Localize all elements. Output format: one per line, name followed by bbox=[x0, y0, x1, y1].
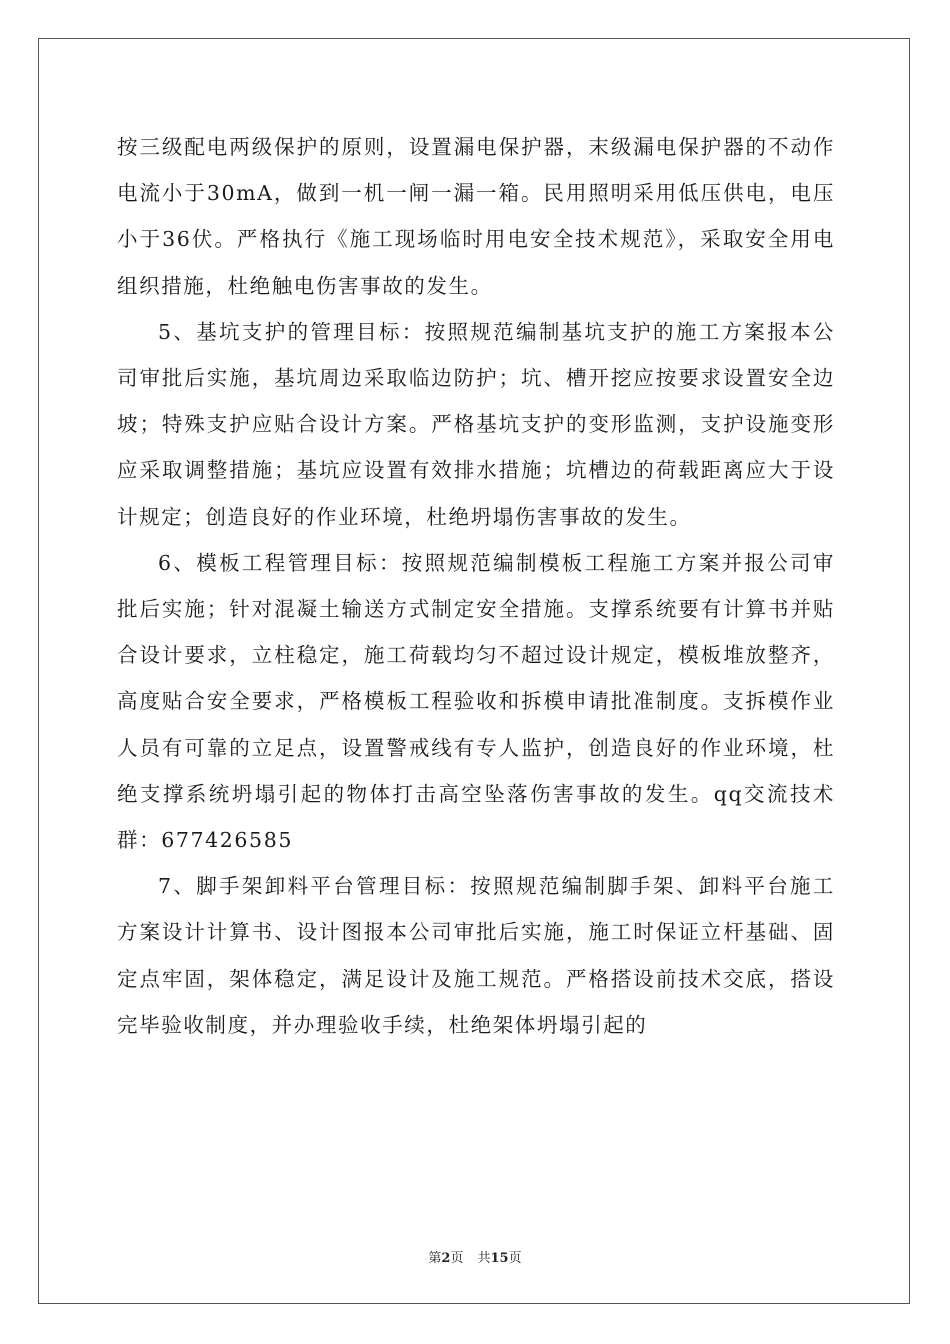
page-footer bbox=[0, 1247, 950, 1266]
document-body bbox=[117, 124, 835, 1048]
paragraph-scaffold-goal: 7、脚手架卸料平台管理目标：按照规范编制脚手架、卸料平台施工方案设计计算书、设计图报本公司审批后实施，施工时保证立杆基础、固定点牢固，架体稳定，满足设计及施工规范。严格搭设前技术交底，搭设完毕验收制度，并办理验收手续，杜绝架体坍塌引起的 bbox=[117, 874, 835, 1037]
page-prefix: 第 bbox=[428, 1251, 442, 1266]
paragraph-continuation: 按三级配电两级保护的原则，设置漏电保护器，末级漏电保护器的不动作电流小于30mA，做到一机一闸一漏一箱。民用照明采用低压供电，电压小于36伏。严格执行《施工现场临时用电安全技术规范》，采取安全用电组织措施，杜绝触电伤害事故的发生。 bbox=[117, 135, 835, 298]
total-pages: 15 bbox=[490, 1251, 509, 1266]
page-number: 2 bbox=[441, 1251, 451, 1266]
page-suffix: 页 bbox=[450, 1251, 464, 1266]
paragraph-formwork-goal: 6、模板工程管理目标：按照规范编制模板工程施工方案并报公司审批后实施；针对混凝土输送方式制定安全措施。支撑系统要有计算书并贴合设计要求，立柱稳定，施工荷载均匀不超过设计规定，模板堆放整齐，高度贴合安全要求，严格模板工程验收和拆模申请批准制度。支拆模作业人员有可靠的立足点，设置警戒线有专人监护，创造良好的作业环境，杜绝支撑系统坍塌引起的物体打击高空坠落伤害事故的发生。qq交流技术群：677426585 bbox=[117, 550, 835, 853]
total-suffix: 页 bbox=[508, 1251, 522, 1266]
paragraph-foundation-pit-goal: 5、基坑支护的管理目标：按照规范编制基坑支护的施工方案报本公司审批后实施，基坑周边采取临边防护；坑、槽开挖应按要求设置安全边坡；特殊支护应贴合设计方案。严格基坑支护的变形监测，支护设施变形应采取调整措施；基坑应设置有效排水措施；坑槽边的荷载距离应大于设计规定；创造良好的作业环境，杜绝坍塌伤害事故的发生。 bbox=[117, 319, 835, 529]
total-prefix: 共 bbox=[477, 1251, 491, 1266]
